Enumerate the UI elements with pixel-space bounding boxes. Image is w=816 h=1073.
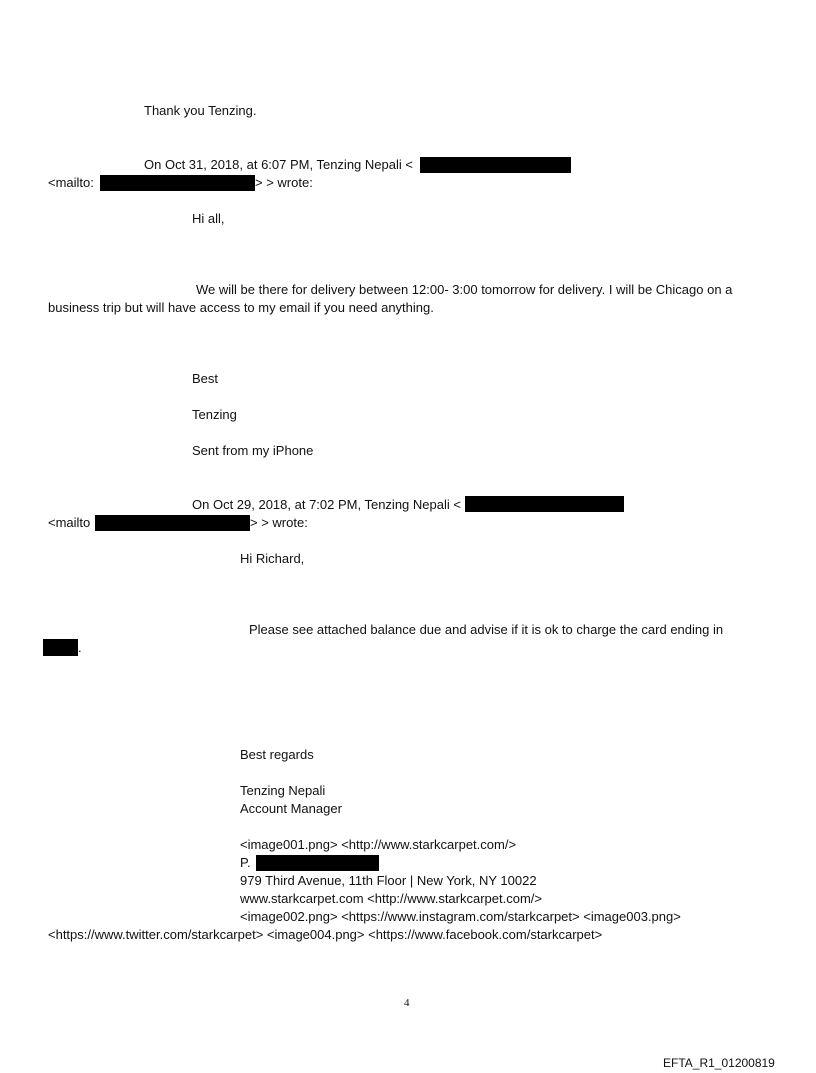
quoted-header-2-line2-suffix: > > wrote: [250,515,308,530]
signoff-1: Best [192,371,219,386]
document-id: EFTA_R1_01200819 [663,1056,775,1070]
redaction-box [43,639,78,656]
redaction-box [465,496,624,512]
quoted-header-1-line2-prefix: <mailto: [48,175,94,190]
signature-title: Account Manager [240,801,342,816]
body-1-line1: We will be there for delivery between 12:00- 3:00 tomorrow for delivery. I will be Chicago on a [196,282,733,297]
signature-phone-prefix: P. [240,855,251,870]
quoted-header-1-line1: On Oct 31, 2018, at 6:07 PM, Tenzing Nepali < [144,157,413,172]
body-2-line2-suffix: . [78,640,82,655]
redaction-box [100,175,255,191]
sent-from: Sent from my iPhone [192,443,314,458]
quoted-header-2-line2-prefix: <mailto [48,515,91,530]
greeting-2: Hi Richard, [240,551,305,566]
signature-social-line1: <image002.png> <https://www.instagram.com/starkcarpet> <image003.png> [240,909,681,924]
signature-address: 979 Third Avenue, 11th Floor | New York, NY 10022 [240,873,537,888]
reply-text: Thank you Tenzing. [144,103,257,118]
quoted-header-1-line2-suffix: > > wrote: [255,175,313,190]
body-2-line1: Please see attached balance due and advise if it is ok to charge the card ending in [249,622,724,637]
signature-website: www.starkcarpet.com <http://www.starkcarpet.com/> [240,891,542,906]
quoted-header-2-line1: On Oct 29, 2018, at 7:02 PM, Tenzing Nepali < [192,497,461,512]
name-1: Tenzing [192,407,237,422]
redaction-box [256,855,379,871]
signature-name: Tenzing Nepali [240,783,326,798]
redaction-box [95,515,250,531]
body-1-line2: business trip but will have access to my email if you need anything. [48,300,434,315]
signature-social-line2: <https://www.twitter.com/starkcarpet> <image004.png> <https://www.facebook.com/starkcarpet> [48,927,603,942]
redaction-box [420,157,571,173]
page-number: 4 [404,997,410,1009]
greeting-1: Hi all, [192,211,225,226]
signature-image-link: <image001.png> <http://www.starkcarpet.com/> [240,837,517,852]
regards: Best regards [240,747,314,762]
